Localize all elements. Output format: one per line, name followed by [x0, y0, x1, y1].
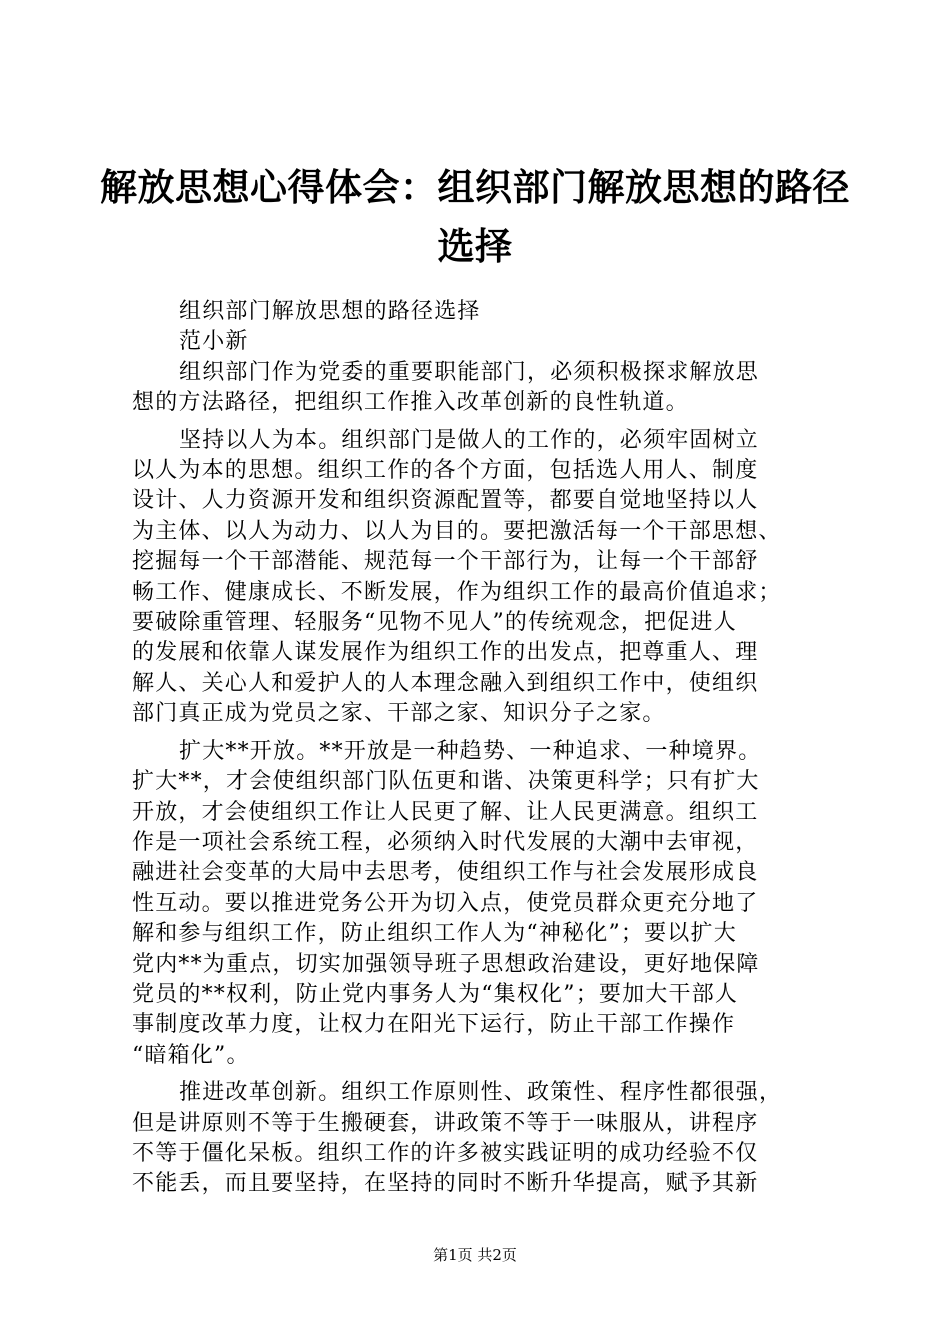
- paragraph-line: 开放，才会使组织工作让人民更了解、让人民更满意。组织工: [132, 799, 759, 825]
- paragraph-line: 党员的**权利，防止党内事务人为“集权化”；要加大干部人: [132, 981, 739, 1007]
- paragraph-line: 融进社会变革的大局中去思考，使组织工作与社会发展形成良: [132, 860, 759, 886]
- title-line: 选择: [437, 225, 513, 268]
- paragraph-line: 挖掘每一个干部潜能、规范每一个干部行为，让每一个干部舒: [132, 549, 759, 575]
- page-number-footer: 第1页 共2页: [433, 1246, 517, 1264]
- document-title: [100, 158, 850, 276]
- paragraph-line: 性互动。要以推进党务公开为切入点，使党员群众更充分地了: [132, 890, 759, 916]
- paragraph-line: “暗箱化”。: [132, 1042, 250, 1068]
- paragraph-line: 要破除重管理、轻服务“见物不见人”的传统观念，把促进人: [132, 610, 737, 636]
- paragraph-line: 党内**为重点，切实加强领导班子思想政治建设，更好地保障: [132, 951, 760, 977]
- paragraph-line: 不等于僵化呆板。组织工作的许多被实践证明的成功经验不仅: [132, 1140, 759, 1166]
- paragraph-line: 以人为本的思想。组织工作的各个方面，包括选人用人、制度: [132, 458, 759, 484]
- paragraph-line: 想的方法路径，把组织工作推入改革创新的良性轨道。: [132, 390, 689, 416]
- paragraph-line: 坚持以人为本。组织部门是做人的工作的，必须牢固树立: [179, 427, 760, 453]
- document-body: [132, 297, 832, 1200]
- paragraph-line: 组织部门作为党委的重要职能部门，必须积极探求解放思: [179, 359, 760, 385]
- paragraph-line: 作是一项社会系统工程，必须纳入时代发展的大潮中去审视，: [132, 829, 759, 855]
- paragraph-line: 扩大**，才会使组织部门队伍更和谐、决策更科学；只有扩大: [132, 769, 760, 795]
- paragraph-line: 畅工作、健康成长、不断发展，作为组织工作的最高价值追求；: [132, 579, 782, 605]
- subtitle: 组织部门解放思想的路径选择: [179, 299, 481, 324]
- paragraph-line: 设计、人力资源开发和组织资源配置等，都要自觉地坚持以人: [132, 488, 759, 514]
- paragraph-line: 扩大**开放。**开放是一种趋势、一种追求、一种境界。: [179, 738, 762, 764]
- paragraph-line: 为主体、以人为动力、以人为目的。要把激活每一个干部思想、: [132, 518, 782, 544]
- paragraph-line: 解人、关心人和爱护人的人本理念融入到组织工作中，使组织: [132, 670, 759, 696]
- paragraph-line: 部门真正成为党员之家、干部之家、知识分子之家。: [132, 701, 666, 727]
- title-line: 解放思想心得体会：组织部门解放思想的路径: [100, 166, 850, 209]
- paragraph-line: 不能丢，而且要坚持，在坚持的同时不断升华提高，赋予其新: [132, 1171, 759, 1197]
- paragraph-line: 解和参与组织工作，防止组织工作人为“神秘化”；要以扩大: [132, 921, 737, 947]
- paragraph-line: 但是讲原则不等于生搬硬套，讲政策不等于一味服从，讲程序: [132, 1110, 759, 1136]
- paragraph-line: 推进改革创新。组织工作原则性、政策性、程序性都很强，: [179, 1080, 783, 1106]
- paragraph-line: 的发展和依靠人谋发展作为组织工作的出发点，把尊重人、理: [132, 640, 759, 666]
- author: 范小新: [179, 329, 249, 355]
- paragraph-line: 事制度改革力度，让权力在阳光下运行，防止干部工作操作: [132, 1012, 736, 1038]
